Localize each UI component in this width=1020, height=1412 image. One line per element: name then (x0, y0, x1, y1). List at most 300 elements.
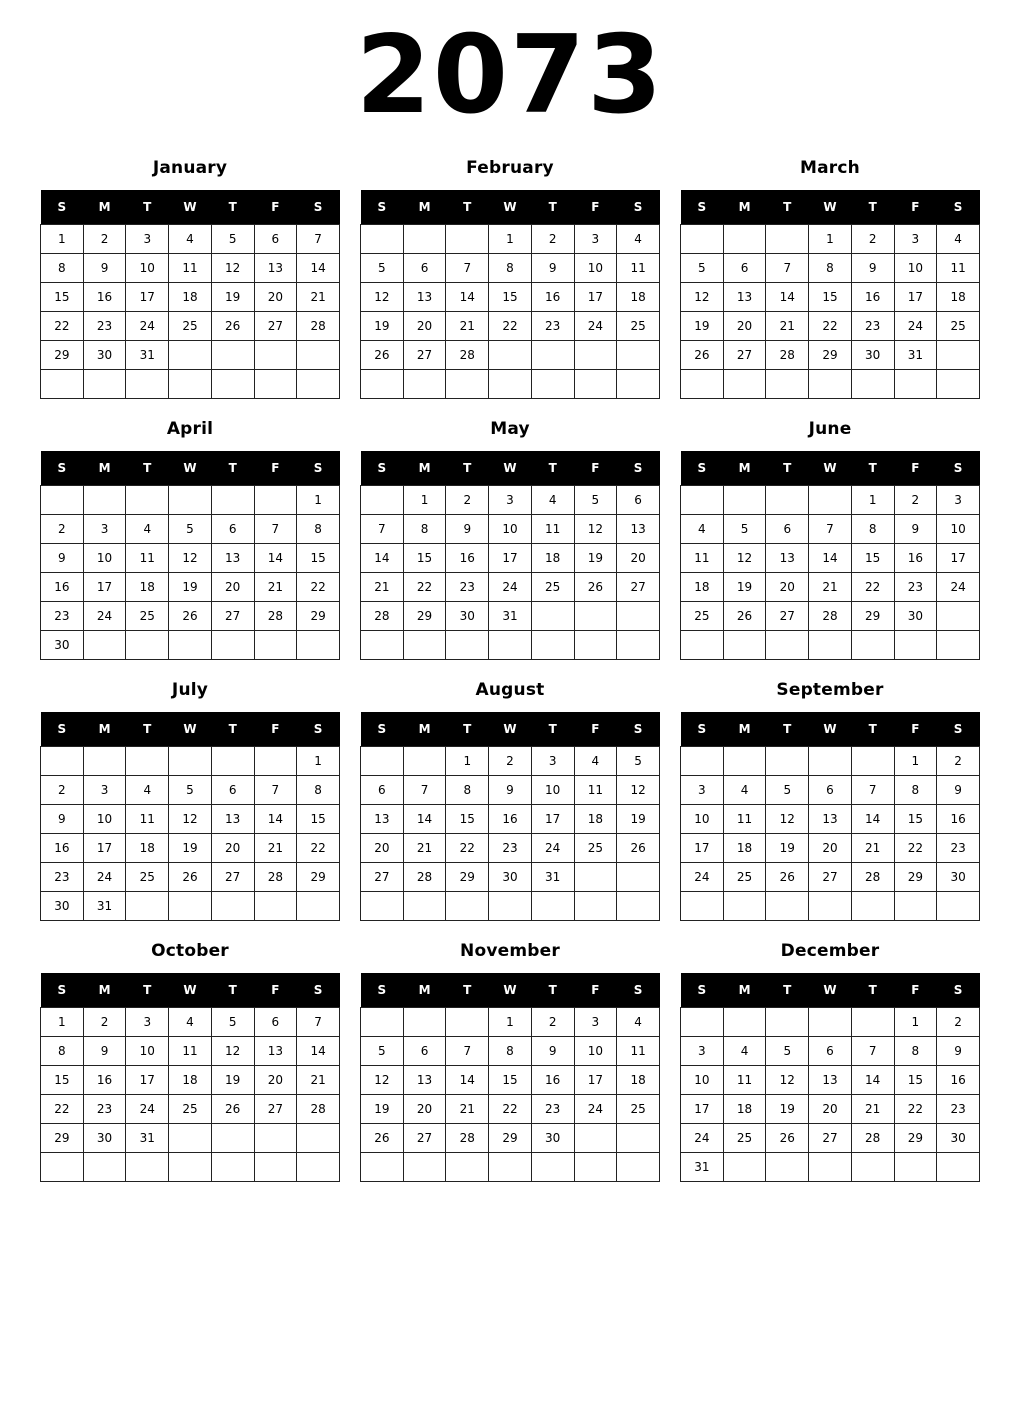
day-cell[interactable]: 23 (937, 834, 980, 863)
day-cell[interactable]: 16 (937, 805, 980, 834)
day-cell[interactable]: 20 (254, 1066, 297, 1095)
day-cell[interactable]: 21 (403, 834, 446, 863)
day-cell[interactable]: 25 (937, 312, 980, 341)
day-cell[interactable]: 12 (617, 776, 660, 805)
day-cell[interactable]: 15 (809, 283, 852, 312)
day-cell[interactable]: 28 (446, 1124, 489, 1153)
day-cell[interactable]: 8 (894, 1037, 937, 1066)
day-cell[interactable]: 24 (126, 1095, 169, 1124)
day-cell[interactable]: 31 (489, 602, 532, 631)
day-cell[interactable]: 13 (809, 1066, 852, 1095)
day-cell[interactable]: 12 (211, 254, 254, 283)
day-cell[interactable]: 15 (41, 1066, 84, 1095)
day-cell[interactable]: 11 (681, 544, 724, 573)
day-cell[interactable]: 27 (403, 341, 446, 370)
day-cell[interactable]: 25 (617, 312, 660, 341)
day-cell[interactable]: 26 (169, 602, 212, 631)
day-cell[interactable]: 3 (681, 1037, 724, 1066)
day-cell[interactable]: 29 (41, 341, 84, 370)
day-cell[interactable]: 29 (297, 602, 340, 631)
day-cell[interactable]: 17 (126, 1066, 169, 1095)
day-cell[interactable]: 28 (851, 863, 894, 892)
day-cell[interactable]: 20 (723, 312, 766, 341)
day-cell[interactable]: 31 (531, 863, 574, 892)
day-cell[interactable]: 12 (211, 1037, 254, 1066)
day-cell[interactable]: 25 (723, 863, 766, 892)
day-cell[interactable]: 27 (403, 1124, 446, 1153)
day-cell[interactable]: 19 (211, 1066, 254, 1095)
day-cell[interactable]: 17 (894, 283, 937, 312)
day-cell[interactable]: 10 (83, 805, 126, 834)
day-cell[interactable]: 7 (446, 1037, 489, 1066)
day-cell[interactable]: 16 (446, 544, 489, 573)
day-cell[interactable]: 22 (41, 312, 84, 341)
day-cell[interactable]: 19 (211, 283, 254, 312)
day-cell[interactable]: 25 (126, 863, 169, 892)
day-cell[interactable]: 19 (766, 1095, 809, 1124)
day-cell[interactable]: 26 (211, 312, 254, 341)
day-cell[interactable]: 5 (574, 486, 617, 515)
day-cell[interactable]: 16 (489, 805, 532, 834)
day-cell[interactable]: 24 (489, 573, 532, 602)
day-cell[interactable]: 20 (361, 834, 404, 863)
day-cell[interactable]: 9 (41, 544, 84, 573)
day-cell[interactable]: 23 (83, 312, 126, 341)
day-cell[interactable]: 30 (937, 1124, 980, 1153)
day-cell[interactable]: 16 (41, 834, 84, 863)
day-cell[interactable]: 23 (446, 573, 489, 602)
day-cell[interactable]: 18 (126, 573, 169, 602)
day-cell[interactable]: 8 (41, 254, 84, 283)
day-cell[interactable]: 25 (169, 1095, 212, 1124)
day-cell[interactable]: 18 (723, 1095, 766, 1124)
day-cell[interactable]: 1 (41, 1008, 84, 1037)
day-cell[interactable]: 27 (254, 312, 297, 341)
day-cell[interactable]: 27 (211, 602, 254, 631)
day-cell[interactable]: 19 (169, 834, 212, 863)
day-cell[interactable]: 19 (574, 544, 617, 573)
day-cell[interactable]: 8 (489, 1037, 532, 1066)
day-cell[interactable]: 26 (211, 1095, 254, 1124)
day-cell[interactable]: 18 (723, 834, 766, 863)
day-cell[interactable]: 28 (403, 863, 446, 892)
day-cell[interactable]: 2 (83, 225, 126, 254)
day-cell[interactable]: 20 (617, 544, 660, 573)
day-cell[interactable]: 9 (937, 776, 980, 805)
day-cell[interactable]: 2 (894, 486, 937, 515)
day-cell[interactable]: 1 (403, 486, 446, 515)
day-cell[interactable]: 14 (297, 1037, 340, 1066)
day-cell[interactable]: 26 (361, 341, 404, 370)
day-cell[interactable]: 16 (531, 283, 574, 312)
day-cell[interactable]: 14 (446, 283, 489, 312)
day-cell[interactable]: 13 (617, 515, 660, 544)
day-cell[interactable]: 6 (361, 776, 404, 805)
day-cell[interactable]: 29 (41, 1124, 84, 1153)
day-cell[interactable]: 17 (126, 283, 169, 312)
day-cell[interactable]: 14 (766, 283, 809, 312)
day-cell[interactable]: 9 (446, 515, 489, 544)
day-cell[interactable]: 24 (574, 312, 617, 341)
day-cell[interactable]: 25 (126, 602, 169, 631)
day-cell[interactable]: 21 (361, 573, 404, 602)
day-cell[interactable]: 28 (254, 602, 297, 631)
day-cell[interactable]: 21 (254, 834, 297, 863)
day-cell[interactable]: 17 (574, 283, 617, 312)
day-cell[interactable]: 11 (126, 805, 169, 834)
day-cell[interactable]: 16 (851, 283, 894, 312)
day-cell[interactable]: 13 (254, 1037, 297, 1066)
day-cell[interactable]: 1 (851, 486, 894, 515)
day-cell[interactable]: 10 (574, 1037, 617, 1066)
day-cell[interactable]: 25 (574, 834, 617, 863)
day-cell[interactable]: 24 (83, 863, 126, 892)
day-cell[interactable]: 22 (403, 573, 446, 602)
day-cell[interactable]: 12 (361, 1066, 404, 1095)
day-cell[interactable]: 12 (723, 544, 766, 573)
day-cell[interactable]: 25 (723, 1124, 766, 1153)
day-cell[interactable]: 16 (531, 1066, 574, 1095)
day-cell[interactable]: 26 (723, 602, 766, 631)
day-cell[interactable]: 24 (681, 863, 724, 892)
day-cell[interactable]: 9 (937, 1037, 980, 1066)
day-cell[interactable]: 16 (83, 283, 126, 312)
day-cell[interactable]: 30 (937, 863, 980, 892)
day-cell[interactable]: 12 (361, 283, 404, 312)
day-cell[interactable]: 3 (574, 1008, 617, 1037)
day-cell[interactable]: 3 (937, 486, 980, 515)
day-cell[interactable]: 5 (169, 515, 212, 544)
day-cell[interactable]: 20 (766, 573, 809, 602)
day-cell[interactable]: 3 (894, 225, 937, 254)
day-cell[interactable]: 5 (211, 1008, 254, 1037)
day-cell[interactable]: 6 (723, 254, 766, 283)
day-cell[interactable]: 9 (41, 805, 84, 834)
day-cell[interactable]: 5 (681, 254, 724, 283)
day-cell[interactable]: 8 (297, 515, 340, 544)
day-cell[interactable]: 30 (83, 1124, 126, 1153)
day-cell[interactable]: 3 (83, 515, 126, 544)
day-cell[interactable]: 23 (489, 834, 532, 863)
day-cell[interactable]: 14 (851, 805, 894, 834)
day-cell[interactable]: 2 (531, 1008, 574, 1037)
day-cell[interactable]: 16 (937, 1066, 980, 1095)
day-cell[interactable]: 12 (574, 515, 617, 544)
day-cell[interactable]: 1 (297, 486, 340, 515)
day-cell[interactable]: 17 (489, 544, 532, 573)
day-cell[interactable]: 31 (681, 1153, 724, 1182)
day-cell[interactable]: 14 (446, 1066, 489, 1095)
day-cell[interactable]: 14 (254, 805, 297, 834)
day-cell[interactable]: 2 (41, 515, 84, 544)
day-cell[interactable]: 9 (894, 515, 937, 544)
day-cell[interactable]: 28 (766, 341, 809, 370)
day-cell[interactable]: 16 (894, 544, 937, 573)
day-cell[interactable]: 23 (894, 573, 937, 602)
day-cell[interactable]: 5 (361, 254, 404, 283)
day-cell[interactable]: 29 (446, 863, 489, 892)
day-cell[interactable]: 7 (361, 515, 404, 544)
day-cell[interactable]: 5 (723, 515, 766, 544)
day-cell[interactable]: 12 (169, 805, 212, 834)
day-cell[interactable]: 11 (531, 515, 574, 544)
day-cell[interactable]: 10 (681, 1066, 724, 1095)
day-cell[interactable]: 26 (766, 1124, 809, 1153)
day-cell[interactable]: 22 (809, 312, 852, 341)
day-cell[interactable]: 16 (83, 1066, 126, 1095)
day-cell[interactable]: 29 (489, 1124, 532, 1153)
day-cell[interactable]: 17 (937, 544, 980, 573)
day-cell[interactable]: 6 (403, 254, 446, 283)
day-cell[interactable]: 11 (617, 1037, 660, 1066)
day-cell[interactable]: 24 (681, 1124, 724, 1153)
day-cell[interactable]: 30 (83, 341, 126, 370)
day-cell[interactable]: 7 (446, 254, 489, 283)
day-cell[interactable]: 23 (851, 312, 894, 341)
day-cell[interactable]: 13 (361, 805, 404, 834)
day-cell[interactable]: 30 (41, 631, 84, 660)
day-cell[interactable]: 1 (297, 747, 340, 776)
day-cell[interactable]: 30 (851, 341, 894, 370)
day-cell[interactable]: 31 (894, 341, 937, 370)
day-cell[interactable]: 19 (723, 573, 766, 602)
day-cell[interactable]: 21 (851, 834, 894, 863)
day-cell[interactable]: 14 (297, 254, 340, 283)
day-cell[interactable]: 13 (766, 544, 809, 573)
day-cell[interactable]: 27 (617, 573, 660, 602)
day-cell[interactable]: 24 (83, 602, 126, 631)
day-cell[interactable]: 8 (403, 515, 446, 544)
day-cell[interactable]: 27 (809, 1124, 852, 1153)
day-cell[interactable]: 15 (489, 1066, 532, 1095)
day-cell[interactable]: 24 (894, 312, 937, 341)
day-cell[interactable]: 20 (254, 283, 297, 312)
day-cell[interactable]: 28 (809, 602, 852, 631)
day-cell[interactable]: 18 (574, 805, 617, 834)
day-cell[interactable]: 1 (894, 1008, 937, 1037)
day-cell[interactable]: 12 (766, 1066, 809, 1095)
day-cell[interactable]: 8 (446, 776, 489, 805)
day-cell[interactable]: 6 (254, 1008, 297, 1037)
day-cell[interactable]: 18 (531, 544, 574, 573)
day-cell[interactable]: 28 (446, 341, 489, 370)
day-cell[interactable]: 21 (297, 283, 340, 312)
day-cell[interactable]: 28 (297, 1095, 340, 1124)
day-cell[interactable]: 6 (403, 1037, 446, 1066)
day-cell[interactable]: 5 (766, 776, 809, 805)
day-cell[interactable]: 18 (681, 573, 724, 602)
day-cell[interactable]: 4 (937, 225, 980, 254)
day-cell[interactable]: 30 (446, 602, 489, 631)
day-cell[interactable]: 7 (254, 515, 297, 544)
day-cell[interactable]: 28 (851, 1124, 894, 1153)
day-cell[interactable]: 2 (851, 225, 894, 254)
day-cell[interactable]: 4 (126, 776, 169, 805)
day-cell[interactable]: 15 (297, 805, 340, 834)
day-cell[interactable]: 17 (83, 834, 126, 863)
day-cell[interactable]: 17 (681, 1095, 724, 1124)
day-cell[interactable]: 6 (254, 225, 297, 254)
day-cell[interactable]: 4 (126, 515, 169, 544)
day-cell[interactable]: 10 (681, 805, 724, 834)
day-cell[interactable]: 13 (723, 283, 766, 312)
day-cell[interactable]: 9 (83, 1037, 126, 1066)
day-cell[interactable]: 26 (169, 863, 212, 892)
day-cell[interactable]: 1 (446, 747, 489, 776)
day-cell[interactable]: 13 (403, 283, 446, 312)
day-cell[interactable]: 17 (681, 834, 724, 863)
day-cell[interactable]: 10 (83, 544, 126, 573)
day-cell[interactable]: 12 (681, 283, 724, 312)
day-cell[interactable]: 5 (766, 1037, 809, 1066)
day-cell[interactable]: 2 (937, 1008, 980, 1037)
day-cell[interactable]: 5 (361, 1037, 404, 1066)
day-cell[interactable]: 26 (617, 834, 660, 863)
day-cell[interactable]: 30 (894, 602, 937, 631)
day-cell[interactable]: 21 (297, 1066, 340, 1095)
day-cell[interactable]: 13 (211, 544, 254, 573)
day-cell[interactable]: 10 (126, 1037, 169, 1066)
day-cell[interactable]: 9 (531, 1037, 574, 1066)
day-cell[interactable]: 18 (617, 1066, 660, 1095)
day-cell[interactable]: 10 (894, 254, 937, 283)
day-cell[interactable]: 12 (169, 544, 212, 573)
day-cell[interactable]: 22 (41, 1095, 84, 1124)
day-cell[interactable]: 31 (83, 892, 126, 921)
day-cell[interactable]: 6 (766, 515, 809, 544)
day-cell[interactable]: 1 (489, 225, 532, 254)
day-cell[interactable]: 29 (894, 1124, 937, 1153)
day-cell[interactable]: 4 (723, 776, 766, 805)
day-cell[interactable]: 14 (809, 544, 852, 573)
day-cell[interactable]: 28 (361, 602, 404, 631)
day-cell[interactable]: 20 (211, 573, 254, 602)
day-cell[interactable]: 24 (126, 312, 169, 341)
day-cell[interactable]: 4 (574, 747, 617, 776)
day-cell[interactable]: 24 (937, 573, 980, 602)
day-cell[interactable]: 11 (723, 1066, 766, 1095)
day-cell[interactable]: 21 (809, 573, 852, 602)
day-cell[interactable]: 29 (851, 602, 894, 631)
day-cell[interactable]: 31 (126, 341, 169, 370)
day-cell[interactable]: 11 (169, 1037, 212, 1066)
day-cell[interactable]: 29 (894, 863, 937, 892)
day-cell[interactable]: 18 (169, 1066, 212, 1095)
day-cell[interactable]: 20 (403, 1095, 446, 1124)
day-cell[interactable]: 27 (766, 602, 809, 631)
day-cell[interactable]: 29 (297, 863, 340, 892)
day-cell[interactable]: 25 (531, 573, 574, 602)
day-cell[interactable]: 7 (254, 776, 297, 805)
day-cell[interactable]: 14 (403, 805, 446, 834)
day-cell[interactable]: 14 (361, 544, 404, 573)
day-cell[interactable]: 11 (723, 805, 766, 834)
day-cell[interactable]: 22 (894, 834, 937, 863)
day-cell[interactable]: 27 (809, 863, 852, 892)
day-cell[interactable]: 17 (574, 1066, 617, 1095)
day-cell[interactable]: 30 (41, 892, 84, 921)
day-cell[interactable]: 2 (446, 486, 489, 515)
day-cell[interactable]: 21 (851, 1095, 894, 1124)
day-cell[interactable]: 1 (489, 1008, 532, 1037)
day-cell[interactable]: 7 (403, 776, 446, 805)
day-cell[interactable]: 8 (297, 776, 340, 805)
day-cell[interactable]: 15 (446, 805, 489, 834)
day-cell[interactable]: 11 (574, 776, 617, 805)
day-cell[interactable]: 10 (531, 776, 574, 805)
day-cell[interactable]: 2 (489, 747, 532, 776)
day-cell[interactable]: 7 (851, 776, 894, 805)
day-cell[interactable]: 4 (531, 486, 574, 515)
day-cell[interactable]: 23 (41, 602, 84, 631)
day-cell[interactable]: 3 (83, 776, 126, 805)
day-cell[interactable]: 6 (211, 776, 254, 805)
day-cell[interactable]: 15 (41, 283, 84, 312)
day-cell[interactable]: 28 (254, 863, 297, 892)
day-cell[interactable]: 24 (531, 834, 574, 863)
day-cell[interactable]: 26 (766, 863, 809, 892)
day-cell[interactable]: 30 (489, 863, 532, 892)
day-cell[interactable]: 3 (681, 776, 724, 805)
day-cell[interactable]: 3 (489, 486, 532, 515)
day-cell[interactable]: 13 (809, 805, 852, 834)
day-cell[interactable]: 4 (617, 225, 660, 254)
day-cell[interactable]: 3 (126, 225, 169, 254)
day-cell[interactable]: 9 (83, 254, 126, 283)
day-cell[interactable]: 23 (83, 1095, 126, 1124)
day-cell[interactable]: 18 (126, 834, 169, 863)
day-cell[interactable]: 17 (83, 573, 126, 602)
day-cell[interactable]: 25 (681, 602, 724, 631)
day-cell[interactable]: 6 (211, 515, 254, 544)
day-cell[interactable]: 15 (403, 544, 446, 573)
day-cell[interactable]: 23 (937, 1095, 980, 1124)
day-cell[interactable]: 21 (446, 312, 489, 341)
day-cell[interactable]: 7 (851, 1037, 894, 1066)
day-cell[interactable]: 15 (851, 544, 894, 573)
day-cell[interactable]: 1 (41, 225, 84, 254)
day-cell[interactable]: 2 (531, 225, 574, 254)
day-cell[interactable]: 19 (361, 312, 404, 341)
day-cell[interactable]: 22 (297, 573, 340, 602)
day-cell[interactable]: 22 (851, 573, 894, 602)
day-cell[interactable]: 30 (531, 1124, 574, 1153)
day-cell[interactable]: 20 (211, 834, 254, 863)
day-cell[interactable]: 4 (169, 225, 212, 254)
day-cell[interactable]: 23 (41, 863, 84, 892)
day-cell[interactable]: 18 (169, 283, 212, 312)
day-cell[interactable]: 7 (297, 1008, 340, 1037)
day-cell[interactable]: 20 (809, 834, 852, 863)
day-cell[interactable]: 17 (531, 805, 574, 834)
day-cell[interactable]: 22 (894, 1095, 937, 1124)
day-cell[interactable]: 29 (809, 341, 852, 370)
day-cell[interactable]: 23 (531, 1095, 574, 1124)
day-cell[interactable]: 13 (211, 805, 254, 834)
day-cell[interactable]: 7 (766, 254, 809, 283)
day-cell[interactable]: 6 (809, 776, 852, 805)
day-cell[interactable]: 26 (681, 341, 724, 370)
day-cell[interactable]: 28 (297, 312, 340, 341)
day-cell[interactable]: 26 (574, 573, 617, 602)
day-cell[interactable]: 18 (937, 283, 980, 312)
day-cell[interactable]: 8 (809, 254, 852, 283)
day-cell[interactable]: 21 (446, 1095, 489, 1124)
day-cell[interactable]: 19 (766, 834, 809, 863)
day-cell[interactable]: 19 (361, 1095, 404, 1124)
day-cell[interactable]: 6 (809, 1037, 852, 1066)
day-cell[interactable]: 4 (617, 1008, 660, 1037)
